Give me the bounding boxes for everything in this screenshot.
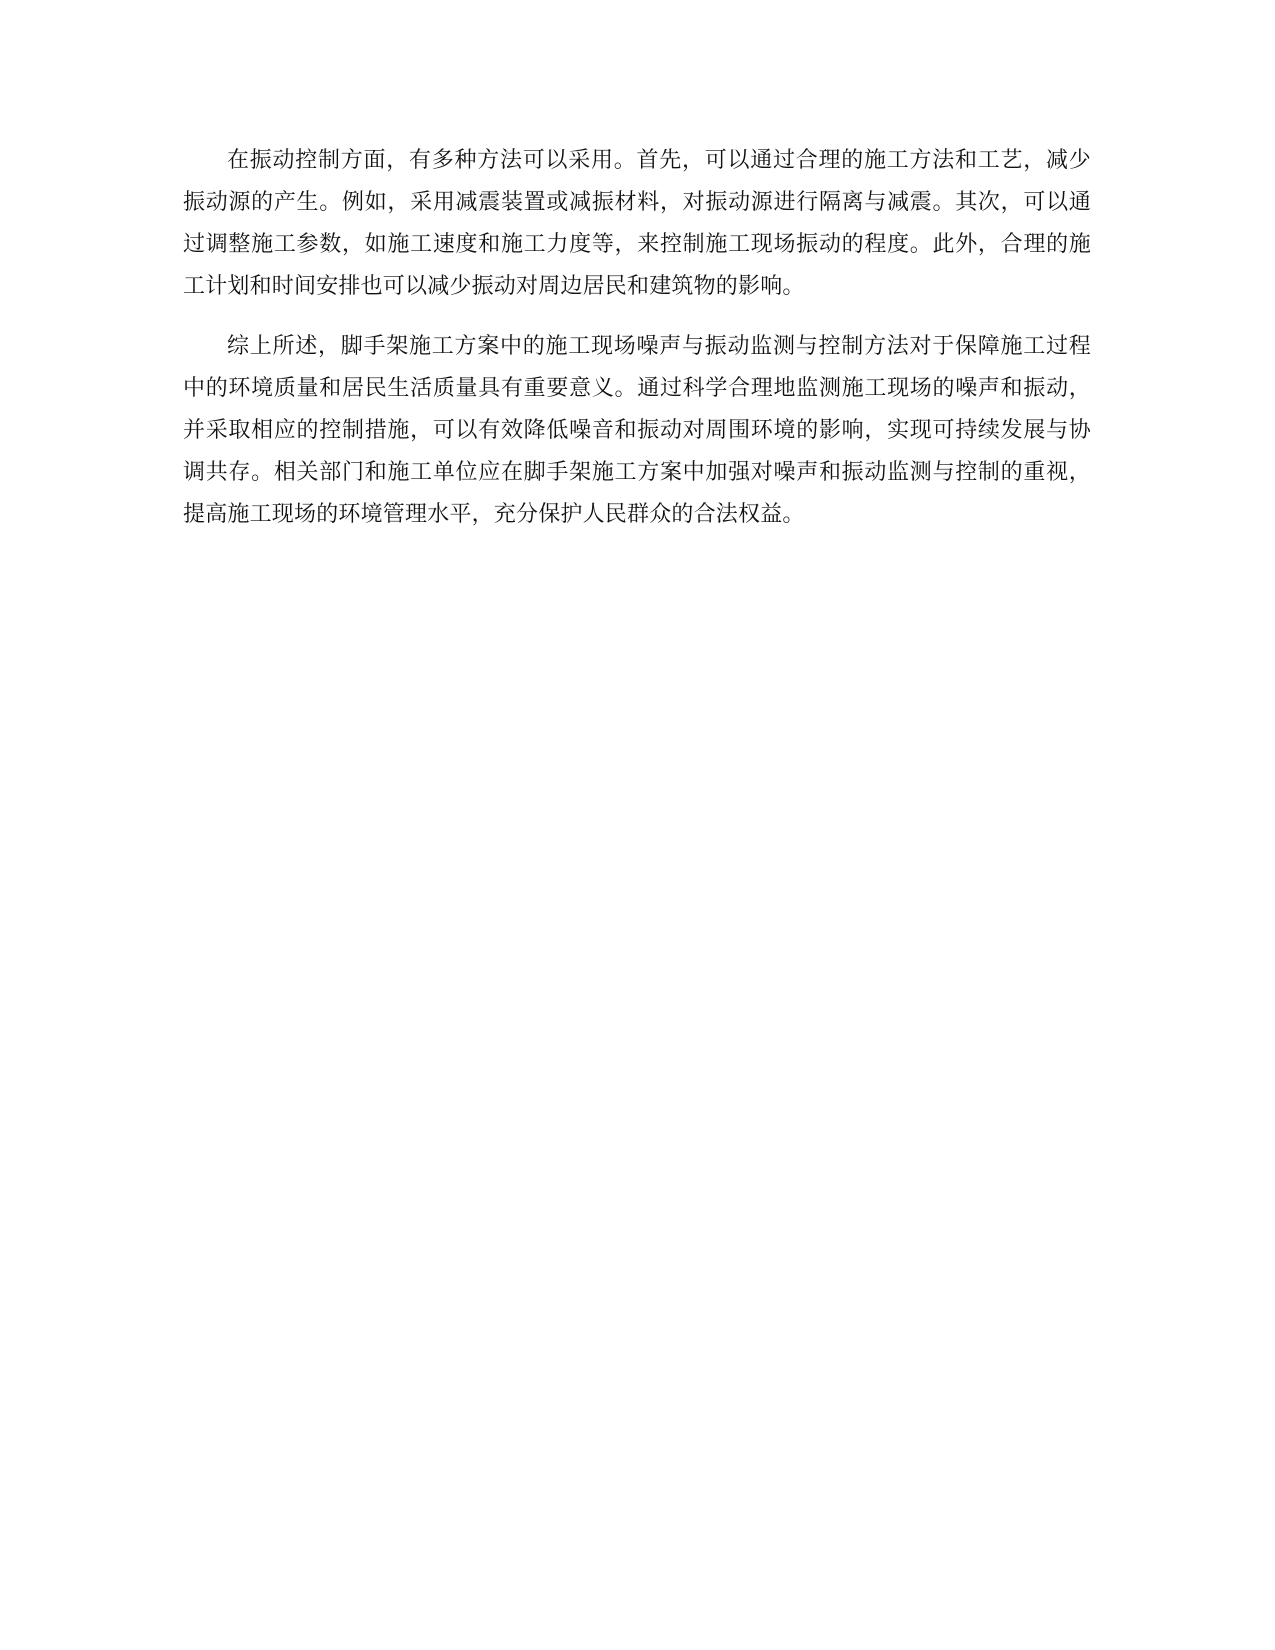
document-body xyxy=(183,140,1091,554)
paragraph-vibration-control: 在振动控制方面，有多种方法可以采用。首先，可以通过合理的施工方法和工艺，减少振动源的产生。例如，采用减震装置或减振材料，对振动源进行隔离与减震。其次，可以通过调整施工参数，如施工速度和施工力度等，来控制施工现场振动的程度。此外，合理的施工计划和时间安排也可以减少振动对周边居民和建筑物的影响。 xyxy=(183,148,1091,299)
paragraph-summary: 综上所述，脚手架施工方案中的施工现场噪声与振动监测与控制方法对于保障施工过程中的环境质量和居民生活质量具有重要意义。通过科学合理地监测施工现场的噪声和振动，并采取相应的控制措施，可以有效降低噪音和振动对周围环境的影响，实现可持续发展与协调共存。相关部门和施工单位应在脚手架施工方案中加强对噪声和振动监测与控制的重视，提高施工现场的环境管理水平，充分保护人民群众的合法权益。 xyxy=(183,334,1091,527)
